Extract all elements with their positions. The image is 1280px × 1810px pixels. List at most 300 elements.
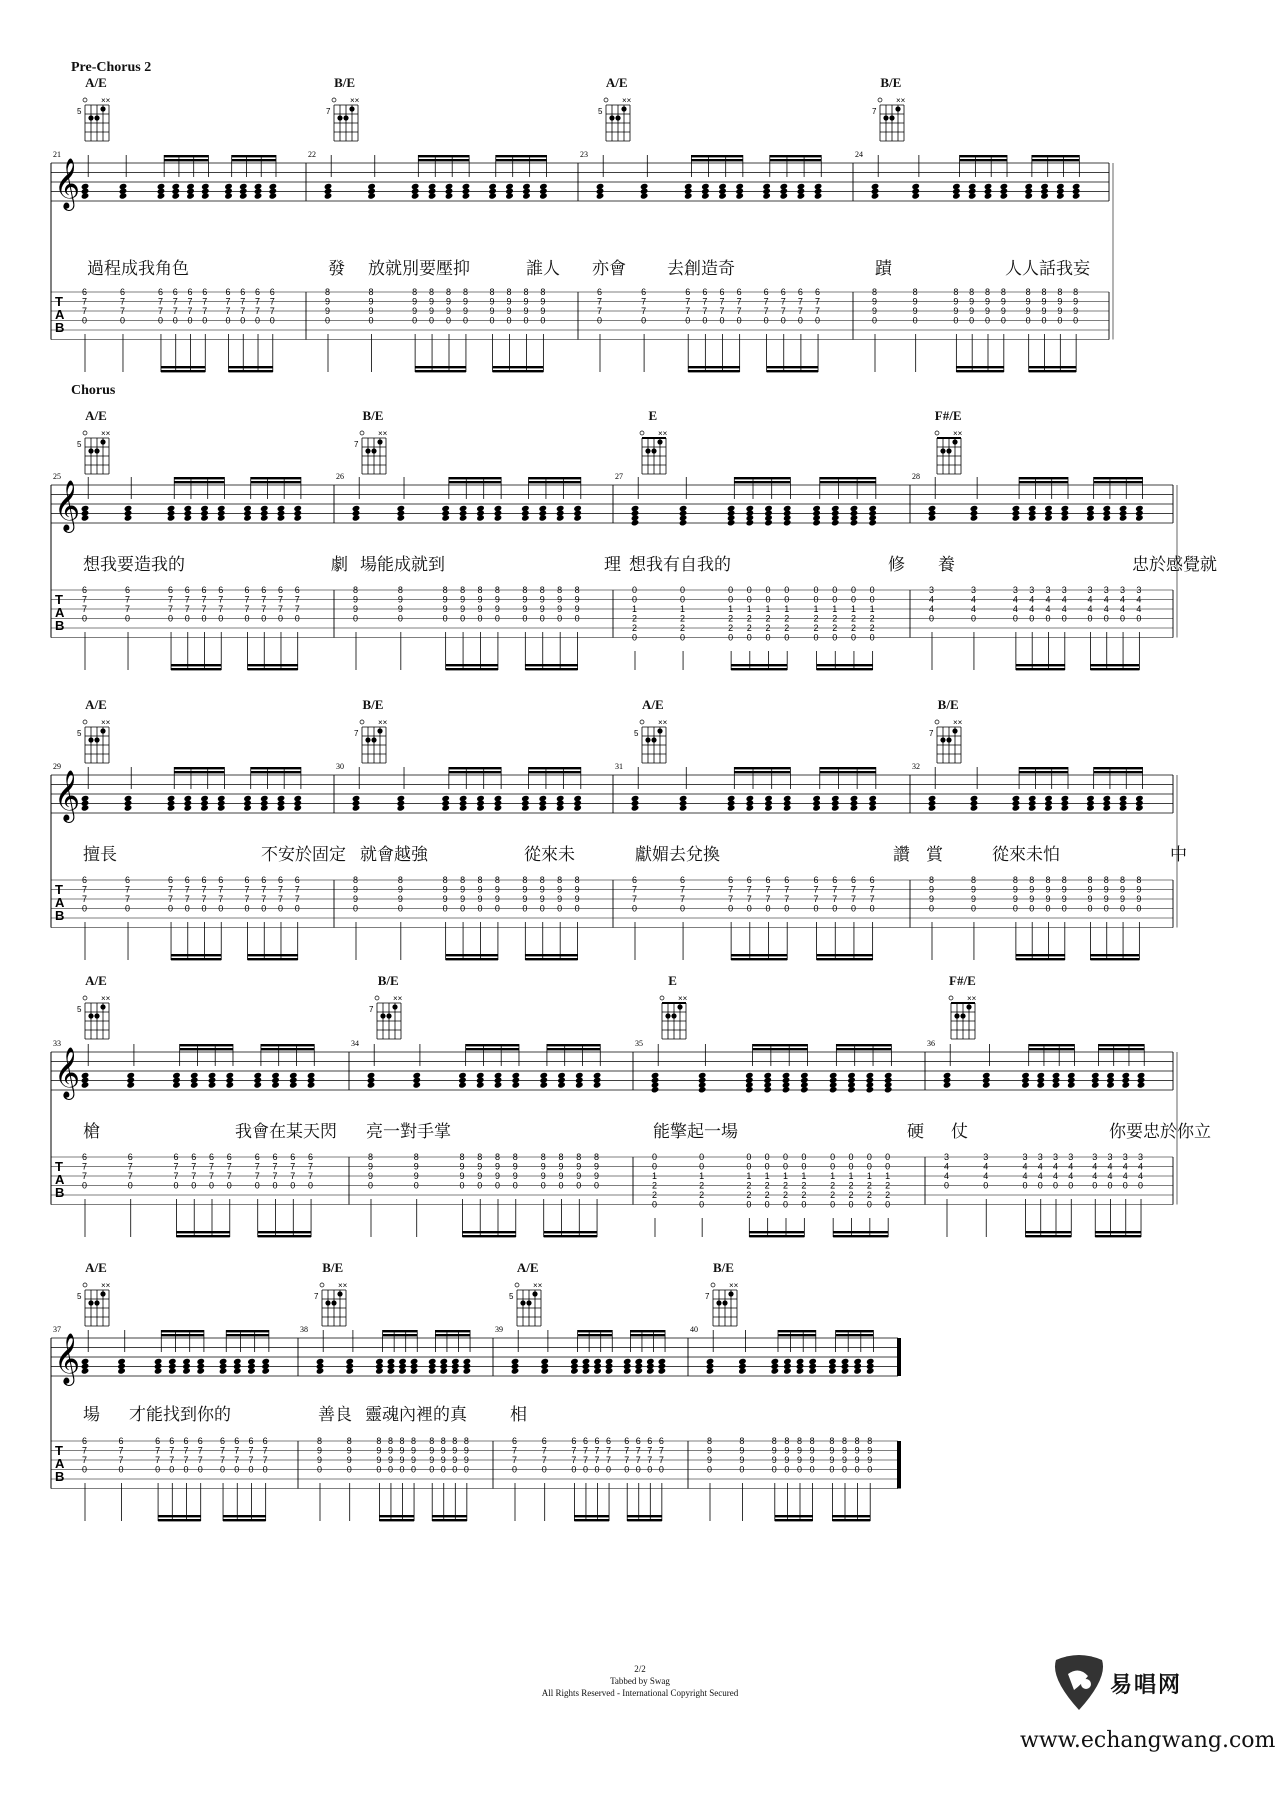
measure-number: 25 <box>53 472 61 481</box>
tab-number: 9 <box>1057 296 1063 307</box>
tab-number: 0 <box>854 1464 860 1475</box>
measure-number: 31 <box>615 762 623 771</box>
tab-number: 6 <box>82 585 88 595</box>
tab-number: 2 <box>680 613 686 624</box>
beam <box>164 155 208 157</box>
tab-number: 9 <box>1029 894 1035 904</box>
tab-number: 8 <box>429 287 435 297</box>
tab-number: 9 <box>1045 894 1051 904</box>
beam <box>171 664 221 666</box>
tab-number: 8 <box>512 1152 518 1162</box>
beam <box>383 1330 418 1332</box>
beam <box>251 767 301 769</box>
beam <box>731 668 787 670</box>
tab-number: 7 <box>82 1455 88 1465</box>
beam <box>1019 481 1068 483</box>
tab-number: 0 <box>184 903 190 914</box>
tab-number: 0 <box>317 1464 323 1475</box>
tab-number: 7 <box>82 306 88 316</box>
tab-number: 2 <box>728 613 734 624</box>
tab-number: 7 <box>594 1445 600 1456</box>
tab-number: 9 <box>557 884 563 895</box>
tab-number: 0 <box>272 1180 278 1191</box>
tab-number: 9 <box>1057 306 1063 316</box>
tab-number: 6 <box>685 287 691 297</box>
tab-number: 0 <box>832 632 838 643</box>
tab-number: 8 <box>446 287 452 297</box>
tab-number: 0 <box>866 1199 872 1210</box>
tab-number: 6 <box>125 875 131 885</box>
tab-number: 6 <box>294 585 300 595</box>
tab-number: 4 <box>1045 594 1051 605</box>
beam <box>248 668 298 670</box>
tab-number: 9 <box>867 1455 873 1465</box>
chord-name: B/E <box>937 697 959 712</box>
tab-number: 4 <box>983 1171 989 1181</box>
tab-number: 8 <box>477 585 483 595</box>
tab-number: 4 <box>1087 594 1093 605</box>
tab-number: 7 <box>240 296 246 307</box>
tab-number: 7 <box>168 894 174 904</box>
tab-number: 0 <box>226 1180 232 1191</box>
tab-number: 0 <box>1045 613 1051 624</box>
tab-number: 0 <box>82 1180 88 1191</box>
tab-number: 9 <box>506 296 512 307</box>
tab-number: 7 <box>157 296 163 307</box>
tab-number: 2 <box>632 623 638 633</box>
tab-number: 9 <box>477 1171 483 1181</box>
tab-number: 0 <box>1045 903 1051 914</box>
tab-number: 0 <box>783 1152 789 1162</box>
tab-number: 7 <box>813 884 819 895</box>
tab-number: 0 <box>830 1152 836 1162</box>
tab-number: 0 <box>842 1464 848 1475</box>
tab-number: 0 <box>765 632 771 643</box>
tab-number: 4 <box>1012 604 1018 614</box>
tab-number: 0 <box>294 613 300 624</box>
tab-number: 2 <box>813 613 819 624</box>
tab-number: 6 <box>765 875 771 885</box>
beam <box>251 481 301 483</box>
tab-number: 0 <box>707 1464 713 1475</box>
tab-number: 0 <box>647 1464 653 1475</box>
svg-text:××: ×× <box>349 96 359 105</box>
beam <box>449 477 501 479</box>
chord-diagram <box>363 973 413 1053</box>
measure-number: 26 <box>336 472 344 481</box>
tab-number: 0 <box>168 903 174 914</box>
tab-number: 0 <box>764 1199 770 1210</box>
tab-number: 0 <box>539 613 545 624</box>
fret-number: 7 <box>929 729 934 738</box>
tab-number: 0 <box>244 613 250 624</box>
tab-number: 0 <box>813 903 819 914</box>
tab-number: 0 <box>809 1464 815 1475</box>
tab-number: 7 <box>127 1171 133 1181</box>
beam <box>462 1235 515 1237</box>
beam <box>817 668 873 670</box>
tab-number: 0 <box>1120 613 1126 624</box>
tab-number: 9 <box>1103 884 1109 895</box>
beam <box>731 958 787 960</box>
beam <box>817 958 873 960</box>
tab-number: 7 <box>290 1171 296 1181</box>
tab-number: 7 <box>225 306 231 316</box>
tab-number: 2 <box>885 1180 891 1191</box>
chord-grid-icon <box>348 424 398 484</box>
tab-number: 8 <box>771 1436 777 1446</box>
tab-number: 6 <box>680 875 686 885</box>
tab-number: 0 <box>240 315 246 326</box>
beam <box>544 1235 597 1237</box>
beam <box>418 155 469 157</box>
beam <box>525 668 577 670</box>
tab-number: 7 <box>277 884 283 895</box>
tab-label: A <box>55 605 65 620</box>
tab-number: 7 <box>685 296 691 307</box>
tab-number: 0 <box>506 315 512 326</box>
tab-label: A <box>55 307 65 322</box>
tab-number: 9 <box>429 1445 435 1456</box>
tab-number: 8 <box>397 875 403 885</box>
tab-number: 9 <box>1045 884 1051 895</box>
tab-number: 9 <box>574 884 580 895</box>
tab-number: 6 <box>173 1152 179 1162</box>
chord-diagram <box>348 408 398 488</box>
beam <box>1090 954 1139 956</box>
tab-number: 9 <box>459 1161 465 1172</box>
svg-text:××: ×× <box>953 429 963 438</box>
tab-number: 1 <box>885 1171 891 1181</box>
tab-number: 9 <box>446 306 452 316</box>
chord-diagram <box>503 1260 553 1340</box>
tab-number: 0 <box>606 1464 612 1475</box>
tab-number: 0 <box>571 1464 577 1475</box>
tab-number: 9 <box>460 594 466 605</box>
fret-number: 7 <box>871 107 877 116</box>
beam <box>836 1044 891 1046</box>
tab-number: 0 <box>830 1161 836 1172</box>
tab-number: 7 <box>220 1455 226 1465</box>
tab-number: 2 <box>801 1180 807 1191</box>
tab-number: 7 <box>226 1161 232 1172</box>
beam <box>435 1334 470 1336</box>
tab-number: 0 <box>867 1464 873 1475</box>
fret-number: 7 <box>325 107 331 116</box>
tab-number: 8 <box>523 287 529 297</box>
chord-name: A/E <box>642 697 664 712</box>
tab-number: 7 <box>184 894 190 904</box>
tab-number: 9 <box>477 894 483 904</box>
beam <box>1025 1231 1071 1233</box>
tab-number: 1 <box>850 604 856 614</box>
beam <box>415 370 466 372</box>
tab-number: 7 <box>728 894 734 904</box>
tab-number: 4 <box>1029 594 1035 605</box>
beam <box>1029 370 1076 372</box>
lyric-text: 發 <box>328 259 345 279</box>
chord-grid-icon <box>320 91 370 151</box>
tab-number: 7 <box>571 1455 577 1465</box>
tab-number: 0 <box>541 1464 547 1475</box>
tab-number: 0 <box>1025 315 1031 326</box>
beam <box>1025 1235 1071 1237</box>
tab-number: 0 <box>869 903 875 914</box>
tab-number: 9 <box>557 594 563 605</box>
lyric-text: 槍 <box>83 1122 100 1142</box>
tab-number: 7 <box>191 1161 197 1172</box>
beam <box>529 767 581 769</box>
tab-number: 7 <box>512 1455 518 1465</box>
tab-label: B <box>55 1469 65 1484</box>
chord-diagram <box>628 408 678 488</box>
chord-grid-icon <box>71 91 121 151</box>
tab-number: 7 <box>635 1445 641 1456</box>
tab-number: 0 <box>125 613 131 624</box>
tab-number: 7 <box>261 604 267 614</box>
chord-diagram <box>71 697 121 777</box>
tab-number: 7 <box>155 1445 161 1456</box>
tab-number: 2 <box>746 613 752 624</box>
tab-number: 0 <box>82 315 88 326</box>
tab-number: 7 <box>719 296 725 307</box>
tab-number: 3 <box>1138 1152 1144 1162</box>
beam <box>174 477 224 479</box>
beam <box>775 1519 813 1521</box>
tab-number: 4 <box>1061 604 1067 614</box>
tab-number: 7 <box>183 1445 189 1456</box>
tab-number: 0 <box>970 613 976 624</box>
tab-number: 6 <box>606 1436 612 1446</box>
beam <box>171 954 221 956</box>
tab-number: 2 <box>869 613 875 624</box>
tab-number: 6 <box>702 287 708 297</box>
tab-number: 9 <box>353 594 359 605</box>
tab-number: 9 <box>429 306 435 316</box>
tab-number: 9 <box>953 306 959 316</box>
chord-diagram <box>648 973 698 1053</box>
tab-number: 7 <box>209 1171 215 1181</box>
tab-number: 6 <box>728 875 734 885</box>
tab-number: 2 <box>652 1190 658 1200</box>
tab-number: 0 <box>699 1152 705 1162</box>
tab-number: 0 <box>929 613 935 624</box>
tab-number: 8 <box>912 287 918 297</box>
lyric-text: 場 <box>83 1405 100 1425</box>
beam <box>833 1231 888 1233</box>
svg-text:××: ×× <box>377 718 388 727</box>
tab-number: 0 <box>869 594 875 605</box>
tab-number: 7 <box>797 296 803 307</box>
measure-number: 33 <box>53 1039 61 1048</box>
tab-number: 7 <box>248 1455 254 1465</box>
tab-number: 7 <box>218 604 224 614</box>
tab-number: 0 <box>641 315 647 326</box>
tab-number: 0 <box>353 903 359 914</box>
beam <box>749 1231 804 1233</box>
tab-number: 7 <box>82 604 88 614</box>
tab-number: 0 <box>1037 1180 1043 1191</box>
tab-number: 7 <box>255 296 261 307</box>
beam <box>1016 668 1065 670</box>
beam <box>180 1048 233 1050</box>
tab-number: 7 <box>125 894 131 904</box>
tab-number: 8 <box>522 585 528 595</box>
tab-number: 9 <box>539 604 545 614</box>
tab-number: 7 <box>226 1171 232 1181</box>
tab-number: 7 <box>157 306 163 316</box>
lyric-text: 才能找到你的 <box>129 1405 231 1425</box>
tab-number: 3 <box>1045 585 1051 595</box>
tab-number: 7 <box>168 594 174 605</box>
tab-number: 7 <box>155 1455 161 1465</box>
tab-number: 3 <box>1022 1152 1028 1162</box>
beam <box>228 366 272 368</box>
beam <box>415 366 466 368</box>
beam <box>956 370 1003 372</box>
tab-number: 9 <box>1012 884 1018 895</box>
tab-number: 9 <box>411 1445 417 1456</box>
beam <box>251 477 301 479</box>
lyric-text: 蹟 <box>875 259 892 279</box>
tab-number: 0 <box>813 632 819 643</box>
lyric-text: 理 <box>604 555 621 575</box>
tab-number: 8 <box>477 1152 483 1162</box>
chord-name: A/E <box>605 75 628 90</box>
tab-number: 0 <box>815 315 821 326</box>
tab-number: 7 <box>702 296 708 307</box>
tab-number: 9 <box>387 1455 393 1465</box>
beam <box>731 954 787 956</box>
tab-number: 6 <box>244 875 250 885</box>
tab-number: 0 <box>477 903 483 914</box>
tab-number: 9 <box>739 1445 745 1456</box>
tab-number: 0 <box>376 1464 382 1475</box>
tab-number: 0 <box>652 1152 658 1162</box>
tab-number: 1 <box>765 604 771 614</box>
tab-number: 0 <box>368 315 374 326</box>
lyric-text: 亮一對手掌 <box>366 1122 451 1142</box>
tab-number: 6 <box>272 1152 278 1162</box>
tab-number: 4 <box>1120 604 1126 614</box>
tab-number: 8 <box>399 1436 405 1446</box>
beam <box>1032 155 1079 157</box>
tab-number: 9 <box>429 1455 435 1465</box>
tab-number: 8 <box>506 287 512 297</box>
tab-number: 9 <box>376 1455 382 1465</box>
tab-number: 0 <box>765 585 771 595</box>
tab-number: 7 <box>173 1171 179 1181</box>
chord-diagram <box>308 1260 358 1340</box>
tab-number: 0 <box>783 1199 789 1210</box>
tab-number: 6 <box>157 287 163 297</box>
tab-number: 8 <box>594 1152 600 1162</box>
final-barline <box>897 1441 901 1489</box>
tab-number: 9 <box>1120 884 1126 895</box>
beam <box>734 477 790 479</box>
beam <box>432 1515 467 1517</box>
tab-number: 6 <box>184 585 190 595</box>
lyric-text: 我會在某天閃 <box>235 1122 337 1142</box>
beam <box>232 155 276 157</box>
tab-number: 9 <box>797 1455 803 1465</box>
tab-number: 0 <box>597 315 603 326</box>
tab-number: 0 <box>261 903 267 914</box>
beam <box>174 767 224 769</box>
tab-number: 9 <box>412 296 418 307</box>
tab-number: 9 <box>1012 894 1018 904</box>
tab-number: 9 <box>1136 894 1142 904</box>
tab-number: 9 <box>784 1455 790 1465</box>
treble-clef-icon: 𝄞 <box>54 1047 81 1098</box>
beam <box>574 1515 609 1517</box>
tab-number: 2 <box>783 1190 789 1200</box>
lyric-text: 靈魂內裡的真 <box>365 1405 467 1425</box>
tab-number: 0 <box>495 1180 501 1191</box>
tab-number: 6 <box>294 875 300 885</box>
tab-number: 0 <box>277 903 283 914</box>
tab-number: 0 <box>169 1464 175 1475</box>
tab-number: 0 <box>764 1152 770 1162</box>
tab-number: 0 <box>866 1152 872 1162</box>
tab-number: 7 <box>784 884 790 895</box>
tab-number: 6 <box>201 875 207 885</box>
beam <box>228 370 272 372</box>
tab-number: 9 <box>872 296 878 307</box>
tab-number: 7 <box>624 1455 630 1465</box>
chord-grid-icon <box>923 713 973 773</box>
tab-number: 6 <box>277 585 283 595</box>
tab-number: 9 <box>399 1455 405 1465</box>
tab-number: 9 <box>463 1445 469 1456</box>
tab-number: 7 <box>763 306 769 316</box>
tab-number: 9 <box>558 1171 564 1181</box>
tab-number: 9 <box>594 1161 600 1172</box>
beam <box>466 1048 519 1050</box>
beam <box>1019 767 1068 769</box>
tab-number: 0 <box>985 315 991 326</box>
tab-number: 0 <box>829 1464 835 1475</box>
beam <box>956 366 1003 368</box>
tab-number: 0 <box>183 1464 189 1475</box>
tab-number: 9 <box>462 306 468 316</box>
tab-number: 7 <box>780 296 786 307</box>
tab-number: 3 <box>970 585 976 595</box>
beam <box>462 1231 515 1233</box>
tab-number: 0 <box>685 315 691 326</box>
svg-text:××: ×× <box>101 718 111 727</box>
tab-number: 0 <box>1061 613 1067 624</box>
tab-number: 6 <box>225 287 231 297</box>
tab-number: 0 <box>830 1199 836 1210</box>
tab-number: 0 <box>512 1464 518 1475</box>
tab-number: 7 <box>294 594 300 605</box>
tab-number: 4 <box>1122 1161 1128 1172</box>
beam <box>960 155 1007 157</box>
tab-number: 9 <box>477 604 483 614</box>
measure-number: 24 <box>855 150 863 159</box>
beam <box>171 668 221 670</box>
tab-number: 9 <box>460 884 466 895</box>
tab-number: 2 <box>765 613 771 624</box>
tab-number: 7 <box>680 884 686 895</box>
chord-diagram <box>320 75 370 155</box>
tab-number: 6 <box>594 1436 600 1446</box>
tab-number: 9 <box>353 604 359 614</box>
tab-number: 8 <box>1041 287 1047 297</box>
tab-number: 9 <box>576 1161 582 1172</box>
svg-text:××: ×× <box>532 1281 543 1290</box>
